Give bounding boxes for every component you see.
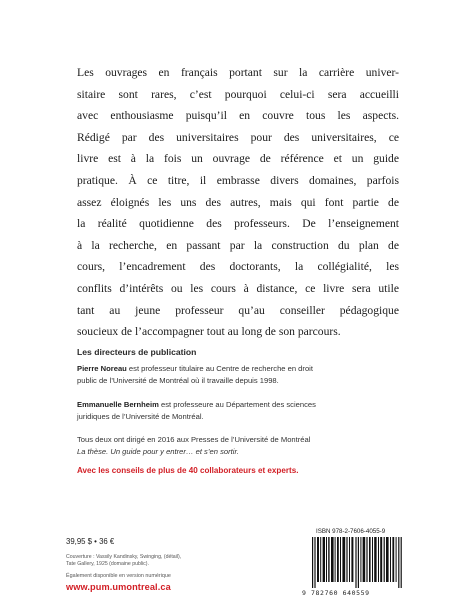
director-text: juridiques de l’Université de Montréal. (77, 412, 204, 422)
description-line: tant au jeune professeur qu’au conseiller pédagogique (77, 303, 399, 317)
description-line: cours, l’encadrement des doctorants, la collégialité, les (77, 260, 399, 274)
joint-text: Tous deux ont dirigé en 2016 aux Presses de l’Université de Montréal (77, 435, 311, 444)
director-text: est professeure au Département des sciences (158, 400, 316, 409)
isbn: ISBN 978-2-7606-4055-9 (316, 528, 386, 535)
digital-availability: Également disponible en version numérique (66, 573, 171, 579)
description-line: livre est à la fois un ouvrage de référence et un guide (77, 152, 399, 166)
contributors-highlight: Avec les conseils de plus de 40 collaborateurs et experts. (77, 466, 299, 475)
joint-title: La thèse. Un guide pour y entrer… et s’en sortir. (77, 447, 239, 457)
back-cover-description (77, 62, 399, 343)
publisher-website[interactable]: www.pum.umontreal.ca (66, 582, 171, 592)
director-bio-bernheim (77, 399, 402, 424)
director-bio-noreau (77, 363, 402, 388)
director-text: public de l’Université de Montréal où il travaille depuis 1998. (77, 376, 279, 386)
joint-work-note (77, 434, 402, 459)
price: 39,95 $ • 36 € (66, 537, 115, 546)
credits-line: Tate Gallery, 1925 (domaine public). (66, 561, 149, 567)
cover-credits (66, 554, 181, 568)
directors-heading: Les directeurs de publication (77, 347, 197, 357)
description-line: sitaire sont rares, c’est pourquoi celui-ci sera accueilli (77, 87, 399, 101)
description-line: soucieux de l’accompagner tout au long de son parcours. (77, 325, 341, 339)
description-line: Les ouvrages en français portant sur la carrière univer- (77, 66, 399, 79)
barcode (312, 537, 402, 588)
director-name: Emmanuelle Bernheim (77, 400, 159, 409)
director-text: est professeur titulaire au Centre de recherche en droit (126, 364, 313, 373)
barcode-digits: 9 782760 640559 (302, 589, 370, 597)
description-line: avec enthousiasme puisqu’il en couvre tous les aspects. (77, 109, 399, 123)
description-line: la réalité quotidienne des professeurs. De l’enseignement (77, 217, 399, 231)
description-line: Rédigé par des universitaires pour des universitaires, ce (77, 130, 399, 144)
description-line: assez éloignés les uns des autres, mais qui font partie de (77, 195, 399, 209)
description-line: à la recherche, en passant par la construction du plan de (77, 238, 399, 252)
director-name: Pierre Noreau (77, 364, 127, 373)
description-line: pratique. À ce titre, il embrasse divers domaines, parfois (77, 173, 399, 187)
credits-line: Couverture : Vassily Kandinsky, Swinging, (détail), (66, 554, 182, 560)
description-line: conflits d’intérêts ou les cours à distance, ce livre sera utile (77, 281, 399, 295)
